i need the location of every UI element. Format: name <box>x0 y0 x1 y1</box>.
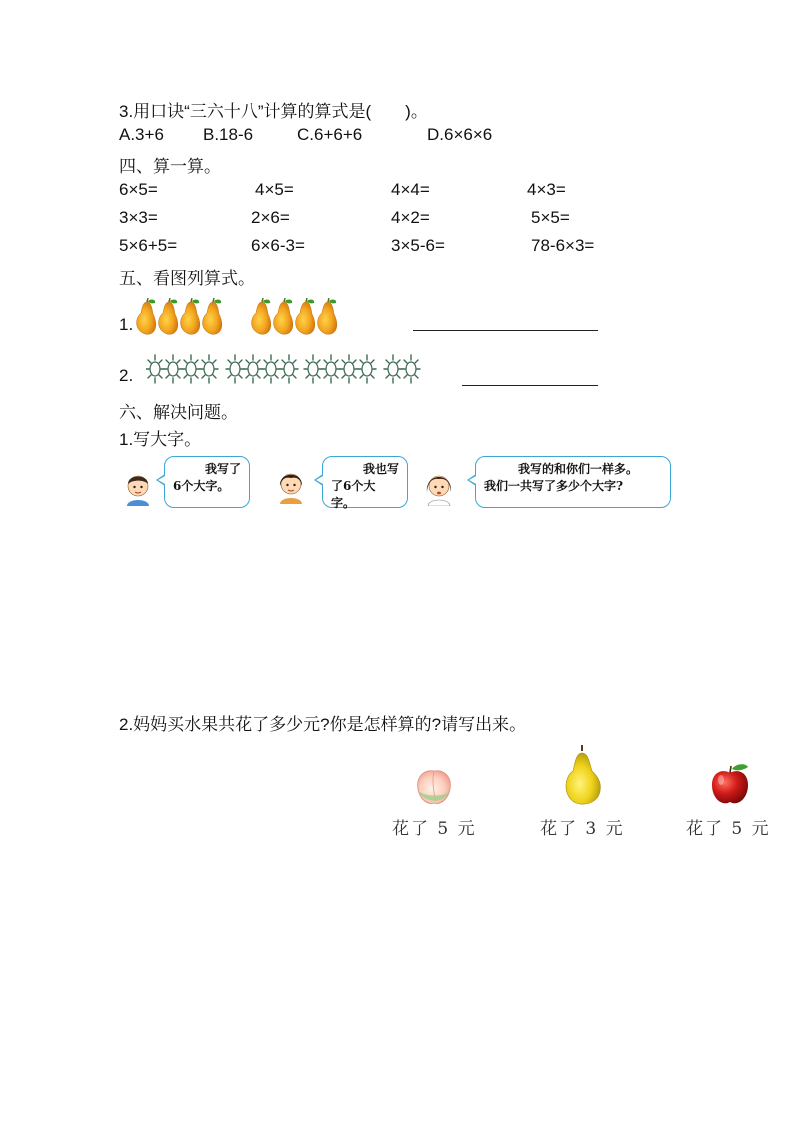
section-4-title: 四、算一算。 <box>119 157 221 176</box>
flowers-group <box>146 354 431 386</box>
option-c: C.6+6+6 <box>297 125 363 144</box>
answer-line-1[interactable] <box>413 330 598 331</box>
pears-group <box>133 298 348 338</box>
pear-icon <box>137 298 156 334</box>
flower-icon <box>164 355 182 383</box>
peach-icon <box>414 765 454 807</box>
speech-bubble-3 <box>475 456 671 508</box>
pear-icon <box>252 298 271 334</box>
flower-icon <box>182 355 200 383</box>
speech-bubble-2 <box>322 456 408 508</box>
flower-icon <box>146 355 164 383</box>
option-a: A.3+6 <box>119 125 164 144</box>
flower-icon <box>200 355 218 383</box>
flower-icon <box>402 355 420 383</box>
apple-icon <box>708 763 752 807</box>
bubble-1-line-1: 我写了 <box>204 462 241 476</box>
calc-item: 4×2= <box>391 208 430 227</box>
bubble-3-line-1: 我写的和你们一样多。 <box>518 462 639 476</box>
item-2-label: 2. <box>119 366 134 385</box>
calc-item: 78-6×3= <box>531 236 595 255</box>
pear-icon <box>274 298 293 334</box>
calc-item: 4×4= <box>391 180 430 199</box>
question-3: 3.用口诀“三六十八”计算的算式是( )。 <box>119 102 428 121</box>
calc-item: 3×3= <box>119 208 158 227</box>
flower-group-4 <box>384 355 420 383</box>
pear-icon <box>560 745 606 807</box>
apple-price: 花了 5 元 <box>686 819 771 839</box>
bubble-2-line-1: 我也写 <box>362 462 399 476</box>
calc-item: 6×5= <box>119 180 158 199</box>
calc-item: 5×5= <box>531 208 570 227</box>
pear-icon <box>296 298 315 334</box>
problem-1-title: 1.写大字。 <box>119 430 202 449</box>
flower-group-3 <box>304 355 376 383</box>
answer-line-2[interactable] <box>462 385 598 386</box>
speech-bubble-1 <box>164 456 250 508</box>
boy-avatar <box>121 470 155 506</box>
flower-group-1 <box>146 355 218 383</box>
pear-icon <box>181 298 200 334</box>
section-6-title: 六、解决问题。 <box>119 403 238 422</box>
flower-group-2 <box>226 355 298 383</box>
calc-item: 5×6+5= <box>119 236 178 255</box>
calc-item: 6×6-3= <box>251 236 305 255</box>
flower-icon <box>280 355 298 383</box>
calc-item: 2×6= <box>251 208 290 227</box>
calc-item: 3×5-6= <box>391 236 445 255</box>
flower-icon <box>322 355 340 383</box>
problem-2-title: 2.妈妈买水果共花了多少元?你是怎样算的?请写出来。 <box>119 715 527 734</box>
flower-icon <box>358 355 376 383</box>
flower-icon <box>304 355 322 383</box>
calc-item: 4×3= <box>527 180 566 199</box>
pear-icon <box>318 298 337 334</box>
peach-price: 花了 5 元 <box>392 819 477 839</box>
option-b: B.18-6 <box>203 125 254 144</box>
pear-icon <box>203 298 222 334</box>
section-5-title: 五、看图列算式。 <box>119 269 255 288</box>
girl-avatar <box>274 468 308 504</box>
bubble-3-line-2: 我们一共写了多少个大字? <box>484 479 624 493</box>
pear-price: 花了 3 元 <box>540 819 625 839</box>
flower-icon <box>244 355 262 383</box>
item-1-label: 1. <box>119 315 134 334</box>
calc-item: 4×5= <box>255 180 294 199</box>
pear-icon <box>159 298 178 334</box>
flower-icon <box>262 355 280 383</box>
option-d: D.6×6×6 <box>427 125 493 144</box>
flower-icon <box>226 355 244 383</box>
bubble-2-line-2: 了6个大字。 <box>331 479 376 510</box>
flower-icon <box>340 355 358 383</box>
bubble-1-line-2: 6个大字。 <box>173 479 230 493</box>
girl-avatar <box>422 470 456 506</box>
flower-icon <box>384 355 402 383</box>
